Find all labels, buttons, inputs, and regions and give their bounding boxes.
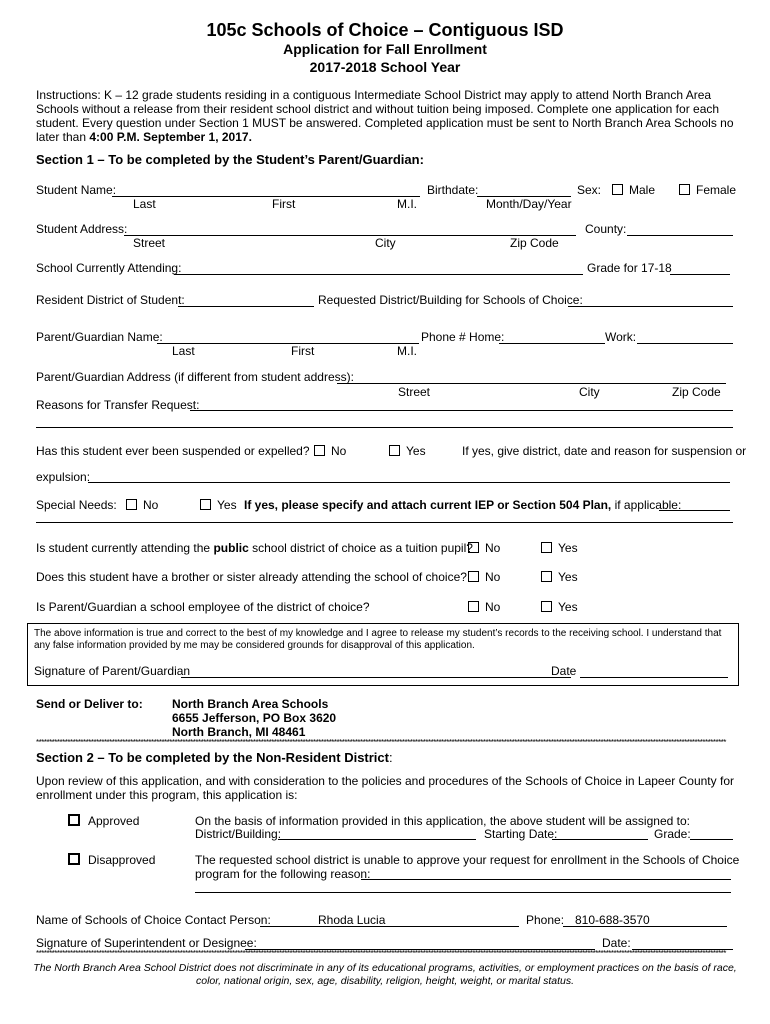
nondiscrimination-line1: The North Branch Area School District does not discriminate in any of its educational programs, activities, or employment practices on the basis of race, (33, 962, 737, 974)
street-hint: Street (133, 236, 166, 250)
q-sibling-no-checkbox[interactable] (468, 570, 500, 584)
q-public-no-checkbox[interactable] (468, 541, 500, 555)
requested-district-field[interactable] (568, 306, 733, 307)
section2-heading-text: Section 2 – To be completed by the Non-Resident District (36, 750, 389, 765)
no-label: No (331, 444, 347, 458)
special-needs-label: Special Needs: (36, 498, 117, 512)
reasons-field[interactable] (190, 410, 733, 411)
section2-intro: Upon review of this application, and with consideration to the policies and procedures of the Schools of Choice in Lapeer County for enrollment under this program, this application is: (36, 774, 734, 802)
q-sibling-yes-checkbox[interactable] (541, 570, 578, 584)
no-label: No (143, 498, 159, 512)
county-field[interactable] (627, 235, 733, 236)
phone-home-field[interactable] (499, 343, 605, 344)
q-public-pre: Is student currently attending the (36, 541, 214, 555)
section1-heading: Section 1 – To be completed by the Student’s Parent/Guardian: (36, 152, 424, 167)
divider-stars-bottom: ************************************************************************************************************************************************************************************************************************************************************************ (36, 950, 726, 958)
resident-district-label: Resident District of Student: (36, 293, 185, 307)
checkbox-icon (200, 499, 211, 510)
suspended-note: If yes, give district, date and reason for suspension or (462, 444, 747, 458)
county-label: County: (585, 222, 627, 236)
contact-field[interactable] (260, 926, 519, 927)
student-first-hint: First (272, 197, 296, 211)
certification-text: The above information is true and correct to the best of my knowledge and I agree to release my student’s records to the receiving school. I understand that any false information provided by me may be considered grounds for disapproval of this application. (34, 628, 722, 651)
checkbox-icon (68, 814, 80, 826)
district-building-label: District/Building: (195, 827, 282, 841)
q-public-tuition (36, 541, 473, 555)
disapproved-text2: program for the following reason: (195, 867, 371, 881)
resident-district-field[interactable] (178, 306, 314, 307)
expulsion-label: expulsion: (36, 470, 91, 484)
student-mi-hint: M.I. (397, 197, 417, 211)
pg-zip-hint: Zip Code (672, 385, 721, 399)
school-year: 2017-2018 School Year (309, 59, 461, 75)
instructions-text: Instructions: K – 12 grade students residing in a contiguous Intermediate School District may apply to attend North Branch Area Schools without a release from their resident school district and without tuition being imposed. Complete one application for each student. Every question under Section 1 MUST be answered. Completed application must be sent to North Branch Area Schools no later than (36, 88, 734, 144)
special-needs-no-checkbox[interactable] (126, 498, 158, 512)
pg-name-label: Parent/Guardian Name: (36, 330, 163, 344)
zip-hint: Zip Code (510, 236, 559, 250)
section2-heading (36, 750, 393, 765)
special-needs-note (244, 498, 681, 512)
section2-heading-colon: : (388, 750, 393, 765)
female-checkbox[interactable] (679, 183, 736, 197)
birthdate-label: Birthdate: (427, 183, 479, 197)
date-label: Date (551, 664, 577, 678)
checkbox-icon (468, 542, 479, 553)
student-address-label: Student Address: (36, 222, 128, 236)
suspended-no-checkbox[interactable] (314, 444, 346, 458)
signature-label: Signature of Parent/Guardian (34, 664, 191, 678)
certification-box (27, 623, 739, 686)
checkbox-icon (541, 542, 552, 553)
yes-label: Yes (558, 600, 578, 614)
suspended-yes-checkbox[interactable] (389, 444, 426, 458)
special-needs-note-bold: If yes, please specify and attach current IEP or Section 504 Plan, (244, 498, 612, 512)
checkbox-icon (468, 571, 479, 582)
no-label: No (485, 570, 501, 584)
pg-first-hint: First (291, 344, 315, 358)
city-hint: City (375, 236, 396, 250)
q-employee-no-checkbox[interactable] (468, 600, 500, 614)
pg-name-field[interactable] (157, 343, 419, 344)
suspended-question: Has this student ever been suspended or expelled? (36, 444, 310, 458)
pg-address-label: Parent/Guardian Address (if different from student address): (36, 370, 354, 384)
date-label: Date: (602, 936, 631, 950)
starting-date-label: Starting Date: (484, 827, 558, 841)
special-needs-field[interactable] (659, 510, 730, 511)
q-employee: Is Parent/Guardian a school employee of the district of choice? (36, 600, 370, 614)
special-needs-field-line2[interactable] (36, 522, 733, 523)
starting-date-field[interactable] (552, 839, 648, 840)
checkbox-icon (612, 184, 623, 195)
disapproved-label: Disapproved (88, 853, 156, 867)
special-needs-note-tail: if applicable: (611, 498, 682, 512)
checkbox-icon (68, 853, 80, 865)
q-public-bold: public (213, 541, 249, 555)
q-public-yes-checkbox[interactable] (541, 541, 578, 555)
checkbox-icon (314, 445, 325, 456)
reasons-label: Reasons for Transfer Request: (36, 398, 200, 412)
divider-stars: ************************************************************************************************************************************************************************************************************************************************************************ (36, 739, 726, 747)
male-label: Male (629, 183, 656, 197)
yes-label: Yes (558, 570, 578, 584)
work-phone-field[interactable] (637, 343, 733, 344)
phone-value: 810-688-3570 (575, 913, 650, 927)
approved-text: On the basis of information provided in this application, the above student will be assigned to: (195, 814, 690, 828)
contact-label: Name of Schools of Choice Contact Person: (36, 913, 271, 927)
male-checkbox[interactable] (612, 183, 655, 197)
date-field[interactable] (580, 677, 728, 678)
form-title: 105c Schools of Choice – Contiguous ISD (206, 20, 564, 40)
student-name-label: Student Name: (36, 183, 117, 197)
school-attending-field[interactable] (174, 274, 583, 275)
checkbox-icon (126, 499, 137, 510)
disapproved-reason-field-line2[interactable] (195, 892, 731, 893)
student-last-hint: Last (133, 197, 156, 211)
q-employee-yes-checkbox[interactable] (541, 600, 578, 614)
disapproved-checkbox[interactable] (68, 853, 155, 867)
grade-field[interactable] (670, 274, 730, 275)
instructions (36, 88, 736, 144)
pg-address-field[interactable] (337, 383, 726, 384)
checkbox-icon (679, 184, 690, 195)
nondiscrimination-line2: color, national origin, sex, age, disability, religion, height, weight, or marital status. (196, 975, 574, 987)
yes-label: Yes (406, 444, 426, 458)
phone-home-label: Phone # Home: (421, 330, 505, 344)
grade-field[interactable] (690, 839, 733, 840)
school-attending-label: School Currently Attending: (36, 261, 182, 275)
send-line2: 6655 Jefferson, PO Box 3620 (172, 711, 337, 725)
district-building-field[interactable] (278, 839, 476, 840)
instructions-deadline: 4:00 P.M. September 1, 2017. (89, 130, 252, 144)
pg-street-hint: Street (398, 385, 431, 399)
send-label: Send or Deliver to: (36, 697, 143, 711)
work-label: Work: (605, 330, 637, 344)
yes-label: Yes (217, 498, 237, 512)
disapproved-text1: The requested school district is unable to approve your request for enrollment in the Schools of Choice (195, 853, 740, 867)
birthdate-hint: Month/Day/Year (486, 197, 572, 211)
requested-district-label: Requested District/Building for Schools of Choice: (318, 293, 583, 307)
reasons-field-line2[interactable] (36, 427, 733, 428)
special-needs-yes-checkbox[interactable] (200, 498, 237, 512)
no-label: No (485, 541, 501, 555)
expulsion-field[interactable] (88, 482, 730, 483)
sex-label: Sex: (577, 183, 602, 197)
form-subtitle: Application for Fall Enrollment (283, 41, 487, 57)
send-line3: North Branch, MI 48461 (172, 725, 306, 739)
disapproved-reason-field[interactable] (361, 879, 731, 880)
no-label: No (485, 600, 501, 614)
q-sibling: Does this student have a brother or sister already attending the school of choice? (36, 570, 467, 584)
q-public-post: school district of choice as a tuition pupil? (248, 541, 473, 555)
female-label: Female (696, 183, 737, 197)
student-address-field[interactable] (124, 235, 576, 236)
approved-checkbox[interactable] (68, 814, 139, 828)
grade-label: Grade: (654, 827, 691, 841)
phone-label: Phone: (526, 913, 565, 927)
pg-city-hint: City (579, 385, 600, 399)
pg-last-hint: Last (172, 344, 195, 358)
checkbox-icon (468, 601, 479, 612)
approved-label: Approved (88, 814, 140, 828)
checkbox-icon (389, 445, 400, 456)
grade-label: Grade for 17-18 (587, 261, 672, 275)
contact-name: Rhoda Lucia (318, 913, 386, 927)
checkbox-icon (541, 601, 552, 612)
student-name-field[interactable] (112, 196, 420, 197)
signature-field[interactable] (181, 677, 571, 678)
yes-label: Yes (558, 541, 578, 555)
send-line1: North Branch Area Schools (172, 697, 329, 711)
pg-mi-hint: M.I. (397, 344, 417, 358)
checkbox-icon (541, 571, 552, 582)
superintendent-label: Signature of Superintendent or Designee: (36, 936, 257, 950)
